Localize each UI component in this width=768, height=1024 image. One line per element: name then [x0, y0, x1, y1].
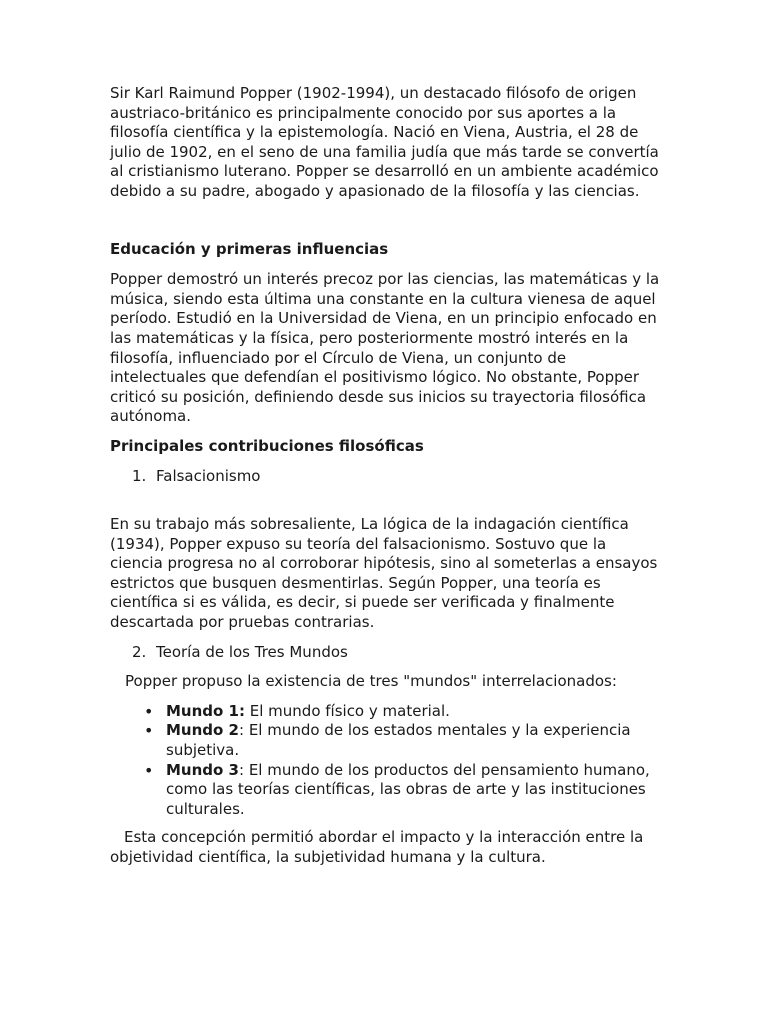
list-item-label: Falsacionismo	[156, 466, 261, 485]
section-heading-contributions: Principales contribuciones filosóficas	[110, 436, 424, 455]
closing-paragraph: Esta concepción permitió abordar el impacto y la interacción entre la objetividad científica, la subjetividad humana y la cultura.	[110, 828, 644, 866]
list-item	[144, 761, 660, 820]
section-heading-education: Educación y primeras influencias	[110, 239, 389, 258]
world-description: El mundo físico y material.	[244, 701, 450, 720]
world-term: Mundo 3	[166, 760, 239, 779]
document-page	[110, 84, 660, 868]
world-description: : El mundo de los estados mentales y la experiencia subjetiva.	[166, 721, 631, 760]
list-item	[144, 702, 660, 722]
world-term: Mundo 2	[166, 721, 239, 740]
list-item	[144, 721, 660, 760]
list-item-label: Teoría de los Tres Mundos	[156, 642, 348, 661]
list-item-falsacionismo	[110, 467, 660, 487]
intro-paragraph: Sir Karl Raimund Popper (1902-1994), un destacado filósofo de origen austriaco-británico es principalmente conocido por sus aportes a la filosofía científica y la epistemología. Nació en Viena, Austria, el 28 de julio de 1902, en el seno de una familia judía que más tarde se convertía al cristianismo luterano. Popper se desarrolló en un ambiente académico debido a su padre, abogado y apasionado de la filosofía y las ciencias.	[110, 84, 659, 200]
falsacionismo-paragraph: En su trabajo más sobresaliente, La lógica de la indagación científica (1934), Popper expuso su teoría del falsacionismo. Sostuvo que la ciencia progresa no al corroborar hipótesis, sino al someterlas a ensayos estrictos que busquen desmentirlas. Según Popper, una teoría es científica si es válida, es decir, si puede ser verificada y finalmente descartada por pruebas contrarias.	[110, 515, 658, 632]
list-number: 1.	[132, 466, 147, 485]
list-item-tres-mundos	[110, 643, 660, 663]
bullet-icon: •	[144, 760, 154, 780]
world-term: Mundo 1:	[166, 701, 245, 720]
list-number: 2.	[132, 642, 147, 661]
education-paragraph: Popper demostró un interés precoz por las ciencias, las matemáticas y la música, siendo esta última una constante en la cultura vienesa de aquel período. Estudió en la Universidad de Viena, en un principio enfocado en las matemáticas y la física, pero posteriormente mostró interés en la filosofía, influenciado por el Círculo de Viena, un conjunto de intelectuales que defendían el positivismo lógico. No obstante, Popper criticó su posición, definiendo desde sus inicios su trayectoria filosófica autónoma.	[110, 270, 660, 426]
bullet-icon: •	[144, 701, 154, 721]
worlds-list	[110, 702, 660, 820]
bullet-icon: •	[144, 721, 154, 741]
world-description: : El mundo de los productos del pensamiento humano, como las teorías científicas, las obras de arte y las instituciones culturales.	[166, 760, 650, 818]
tres-mundos-lead: Popper propuso la existencia de tres "mundos" interrelacionados:	[125, 672, 617, 691]
